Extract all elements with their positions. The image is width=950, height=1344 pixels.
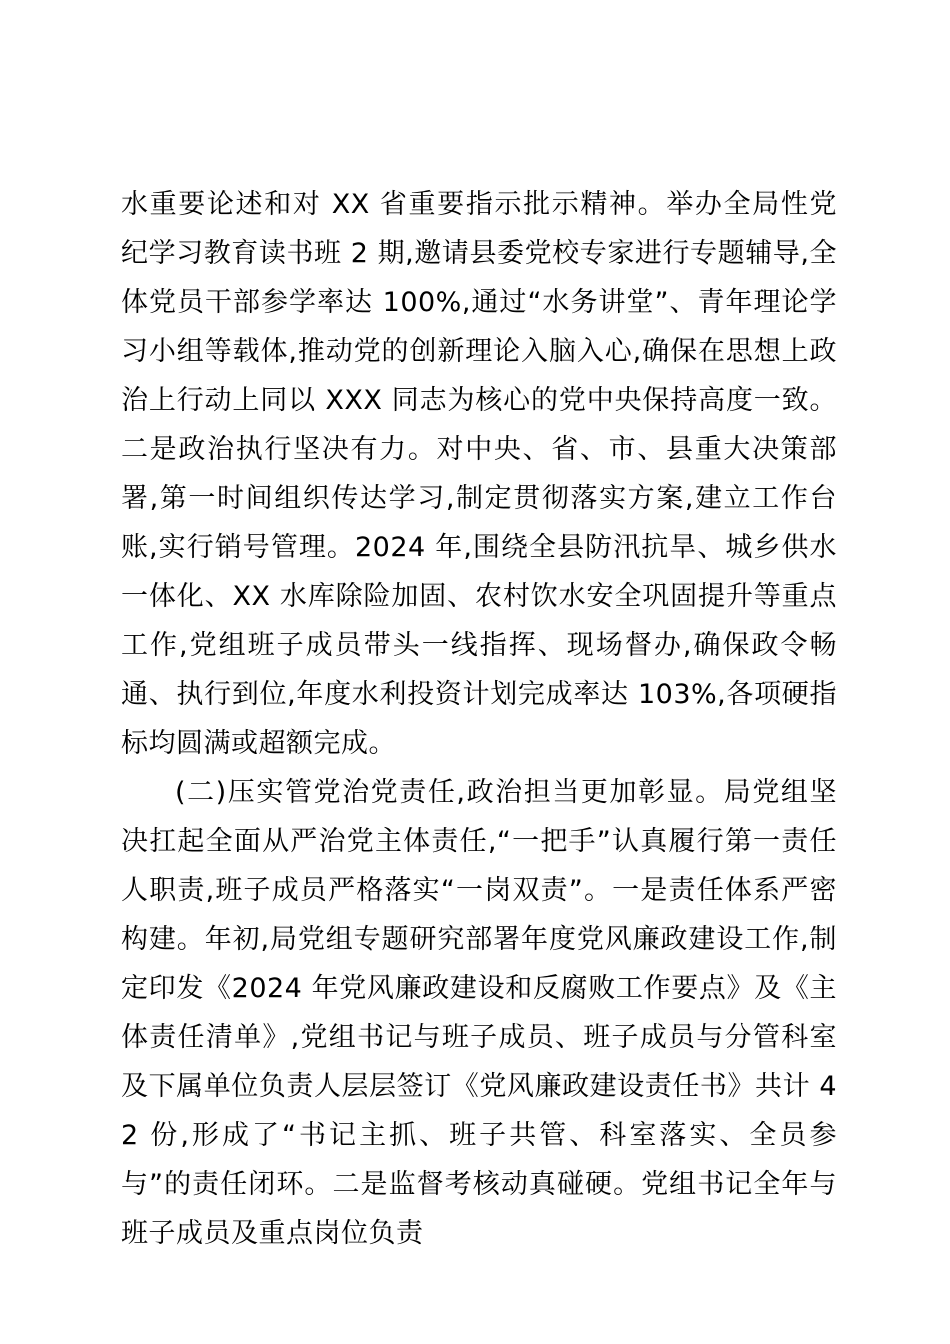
- paragraph-continuation: 水重要论述和对 XX 省重要指示批示精神。举办全局性党纪学习教育读书班 2 期,邀请县委党校专家进行专题辅导,全体党员干部参学率达 100%,通过“水务讲堂”、青年理论学习小组等载体,推动党的创新理论入脑入心,确保在思想上政治上行动上同以 XXX 同志为核心的党中央保持高度一致。二是政治执行坚决有力。对中央、省、市、县重大决策部署,第一时间组织传达学习,制定贯彻落实方案,建立工作台账,实行销号管理。2024 年,围绕全县防汛抗旱、城乡供水一体化、XX 水库除险加固、农村饮水安全巩固提升等重点工作,党组班子成员带头一线指挥、现场督办,确保政令畅通、执行到位,年度水利投资计划完成率达 103%,各项硬指标均圆满或超额完成。: [121, 189, 837, 759]
- paragraph-section-2: (二)压实管党治党责任,政治担当更加彰显。局党组坚决扛起全面从严治党主体责任,“一把手”认真履行第一责任人职责,班子成员严格落实“一岗双责”。一是责任体系严密构建。年初,局党组专题研究部署年度党风廉政建设工作,制定印发《2024 年党风廉政建设和反腐败工作要点》及《主体责任清单》,党组书记与班子成员、班子成员与分管科室及下属单位负责人层层签订《党风廉政建设责任书》共计 42 份,形成了“书记主抓、班子共管、科室落实、全员参与”的责任闭环。二是监督考核动真碰硬。党组书记全年与班子成员及重点岗位负责: [121, 777, 837, 1249]
- document-text-block: [121, 180, 837, 1258]
